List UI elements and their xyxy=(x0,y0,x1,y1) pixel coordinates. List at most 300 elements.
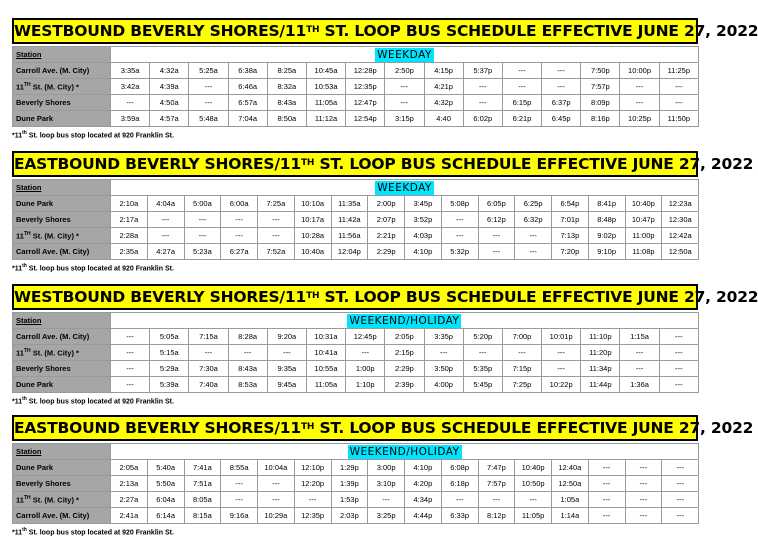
time-cell: 8:16p xyxy=(581,111,620,127)
time-cell: 5:45p xyxy=(463,377,502,393)
station-name xyxy=(13,345,111,361)
time-cell: --- xyxy=(542,345,581,361)
station-name-superscript: TH xyxy=(23,81,31,88)
time-cell: 5:15a xyxy=(150,345,189,361)
footnote xyxy=(12,394,698,404)
footnote-text: St. loop bus stop located at 920 Franklin St. xyxy=(26,265,174,273)
time-cell: --- xyxy=(659,361,698,377)
time-cell: 11:08p xyxy=(625,244,662,260)
time-cell: 12:40a xyxy=(552,460,589,476)
time-cell: 11:50p xyxy=(659,111,698,127)
time-cell: 6:14a xyxy=(147,508,184,524)
time-cell: 9:20a xyxy=(267,329,306,345)
station-name: Beverly Shores xyxy=(13,361,111,377)
time-cell: 2:50p xyxy=(385,63,424,79)
time-cell: 4:21p xyxy=(424,79,463,95)
time-cell: 8:41p xyxy=(588,196,625,212)
time-cell: 1:39p xyxy=(331,476,368,492)
time-cell: 3:42a xyxy=(111,79,150,95)
table-row xyxy=(13,377,699,393)
time-cell: 2:39p xyxy=(385,377,424,393)
time-cell: 11:05a xyxy=(306,95,345,111)
time-cell: 6:57a xyxy=(228,95,267,111)
time-cell: 6:04a xyxy=(147,492,184,508)
header-row xyxy=(13,47,699,63)
time-cell: 10:17a xyxy=(294,212,331,228)
time-cell: 5:40a xyxy=(147,460,184,476)
time-cell: --- xyxy=(515,492,552,508)
time-cell: 3:00p xyxy=(368,460,405,476)
day-type-label: WEEKDAY xyxy=(377,48,432,61)
time-cell: 6:46a xyxy=(228,79,267,95)
table-row xyxy=(13,196,699,212)
time-cell: 7:04a xyxy=(228,111,267,127)
time-cell: 5:32p xyxy=(441,244,478,260)
time-cell: --- xyxy=(221,212,258,228)
time-cell: 4:10p xyxy=(405,244,442,260)
station-name xyxy=(13,492,111,508)
time-cell: 10:41a xyxy=(306,345,345,361)
station-name: Beverly Shores xyxy=(13,212,111,228)
day-type-cell xyxy=(111,444,699,460)
time-cell: --- xyxy=(515,228,552,244)
time-cell: 8:55a xyxy=(221,460,258,476)
time-cell: 3:59a xyxy=(111,111,150,127)
time-cell: 1:14a xyxy=(552,508,589,524)
time-cell: 6:18p xyxy=(441,476,478,492)
station-header: Station xyxy=(13,313,111,329)
time-cell: --- xyxy=(620,79,659,95)
time-cell: 2:15p xyxy=(385,345,424,361)
time-cell: --- xyxy=(659,377,698,393)
time-cell: 5:08p xyxy=(441,196,478,212)
time-cell: 8:09p xyxy=(581,95,620,111)
time-cell: 7:20p xyxy=(552,244,589,260)
time-cell: --- xyxy=(620,361,659,377)
schedule-title xyxy=(12,415,754,441)
time-cell: 12:54p xyxy=(346,111,385,127)
time-cell: 6:27a xyxy=(221,244,258,260)
station-name-part: St. (M. City) * xyxy=(30,495,79,505)
time-cell: 5:37p xyxy=(463,63,502,79)
time-cell: 4:32a xyxy=(150,63,189,79)
time-cell: 6:45p xyxy=(542,111,581,127)
time-cell: 9:35a xyxy=(267,361,306,377)
station-name-part: St. (M. City) * xyxy=(30,231,79,241)
station-name xyxy=(13,228,111,244)
station-name: Carroll Ave. (M. City) xyxy=(13,508,111,524)
time-cell: --- xyxy=(267,345,306,361)
time-cell: 8:43a xyxy=(228,361,267,377)
time-cell: 6:33p xyxy=(441,508,478,524)
time-cell: 11:42a xyxy=(331,212,368,228)
time-cell: 12:50a xyxy=(552,476,589,492)
time-cell: 8:12p xyxy=(478,508,515,524)
table-row xyxy=(13,63,699,79)
time-cell: 11:44p xyxy=(581,377,620,393)
day-type-cell xyxy=(111,47,699,63)
time-cell: 2:29p xyxy=(385,361,424,377)
time-cell: 12:10p xyxy=(294,460,331,476)
footnote-text: *11 xyxy=(12,398,23,406)
time-cell: 7:13p xyxy=(552,228,589,244)
time-cell: --- xyxy=(424,345,463,361)
schedule-title xyxy=(12,284,758,310)
time-cell: 7:47p xyxy=(478,460,515,476)
footnote xyxy=(12,525,698,535)
time-cell: 1:15a xyxy=(620,329,659,345)
day-type-cell xyxy=(111,180,699,196)
time-cell: --- xyxy=(221,228,258,244)
time-cell: 2:29p xyxy=(368,244,405,260)
time-cell: --- xyxy=(258,228,295,244)
time-cell: 4:50a xyxy=(150,95,189,111)
day-type-cell xyxy=(111,313,699,329)
time-cell: --- xyxy=(385,79,424,95)
title-text: WESTBOUND BEVERLY SHORES/11 xyxy=(14,22,307,40)
station-name-superscript: TH xyxy=(23,347,31,354)
table-row xyxy=(13,508,699,524)
station-name: Dune Park xyxy=(13,111,111,127)
time-cell: 6:05p xyxy=(478,196,515,212)
time-cell: 8:15a xyxy=(184,508,221,524)
time-cell: --- xyxy=(662,460,699,476)
time-cell: 8:25a xyxy=(267,63,306,79)
time-cell: --- xyxy=(189,95,228,111)
footnote-text: *11 xyxy=(12,132,23,140)
station-name: Dune Park xyxy=(13,460,111,476)
time-cell: --- xyxy=(515,244,552,260)
time-cell: --- xyxy=(625,508,662,524)
time-cell: 9:45a xyxy=(267,377,306,393)
time-cell: 4:00p xyxy=(424,377,463,393)
time-cell: 1:53p xyxy=(331,492,368,508)
schedule-table xyxy=(12,46,699,127)
time-cell: 1:00p xyxy=(346,361,385,377)
time-cell: --- xyxy=(441,492,478,508)
time-cell: 2:10a xyxy=(111,196,148,212)
station-header: Station xyxy=(13,180,111,196)
time-cell: 10:00p xyxy=(620,63,659,79)
time-cell: 9:02p xyxy=(588,228,625,244)
station-name: Dune Park xyxy=(13,377,111,393)
time-cell: 4:10p xyxy=(405,460,442,476)
time-cell: --- xyxy=(542,79,581,95)
time-cell: --- xyxy=(258,212,295,228)
time-cell: 9:10p xyxy=(588,244,625,260)
time-cell: 11:35a xyxy=(331,196,368,212)
time-cell: --- xyxy=(189,79,228,95)
time-cell: 8:05a xyxy=(184,492,221,508)
title-text-rest: ST. LOOP BUS SCHEDULE EFFECTIVE JUNE 27, 2022 xyxy=(314,155,754,173)
table-row xyxy=(13,111,699,127)
time-cell: 7:00p xyxy=(502,329,541,345)
time-cell: 12:20p xyxy=(294,476,331,492)
time-cell: 10:29a xyxy=(258,508,295,524)
time-cell: 12:04p xyxy=(331,244,368,260)
time-cell: 2:17a xyxy=(111,212,148,228)
time-cell: 12:35p xyxy=(346,79,385,95)
time-cell: --- xyxy=(662,476,699,492)
time-cell: --- xyxy=(588,460,625,476)
time-cell: 10:50p xyxy=(515,476,552,492)
time-cell: --- xyxy=(147,228,184,244)
time-cell: --- xyxy=(659,79,698,95)
title-text: EASTBOUND BEVERLY SHORES/11 xyxy=(14,155,301,173)
time-cell: 7:51a xyxy=(184,476,221,492)
time-cell: --- xyxy=(620,345,659,361)
time-cell: 3:52p xyxy=(405,212,442,228)
time-cell: 8:43a xyxy=(267,95,306,111)
time-cell: 11:00p xyxy=(625,228,662,244)
title-superscript: TH xyxy=(300,158,315,168)
title-text-rest: ST. LOOP BUS SCHEDULE EFFECTIVE JUNE 27, 2022 xyxy=(319,22,758,40)
time-cell: --- xyxy=(502,63,541,79)
station-name: Beverly Shores xyxy=(13,476,111,492)
station-name-part: St. (M. City) * xyxy=(30,348,79,358)
time-cell: --- xyxy=(659,95,698,111)
time-cell: 9:16a xyxy=(221,508,258,524)
schedule-block xyxy=(12,415,754,537)
time-cell: 12:42a xyxy=(662,228,699,244)
time-cell: 10:40p xyxy=(515,460,552,476)
station-name-superscript: TH xyxy=(23,494,31,501)
time-cell: --- xyxy=(111,95,150,111)
title-superscript: TH xyxy=(300,422,315,432)
time-cell: --- xyxy=(258,492,295,508)
time-cell: 4:39a xyxy=(150,79,189,95)
time-cell: 3:45p xyxy=(405,196,442,212)
time-cell: 10:22p xyxy=(542,377,581,393)
time-cell: 10:04a xyxy=(258,460,295,476)
time-cell: --- xyxy=(625,492,662,508)
station-header: Station xyxy=(13,47,111,63)
table-row xyxy=(13,212,699,228)
table-row xyxy=(13,79,699,95)
station-name: Dune Park xyxy=(13,196,111,212)
schedule-title xyxy=(12,18,758,44)
day-type-label: WEEKEND/HOLIDAY xyxy=(349,314,460,327)
time-cell: 3:25p xyxy=(368,508,405,524)
time-cell: 11:34p xyxy=(581,361,620,377)
station-name-part: St. (M. City) * xyxy=(30,82,79,92)
time-cell: 5:35p xyxy=(463,361,502,377)
time-cell: 10:28a xyxy=(294,228,331,244)
time-cell: 4:32p xyxy=(424,95,463,111)
time-cell: --- xyxy=(659,329,698,345)
title-text: WESTBOUND BEVERLY SHORES/11 xyxy=(14,288,307,306)
station-name: Carroll Ave. (M. City) xyxy=(13,63,111,79)
time-cell: 7:40a xyxy=(189,377,228,393)
time-cell: --- xyxy=(502,345,541,361)
time-cell: 7:30a xyxy=(189,361,228,377)
time-cell: 3:15p xyxy=(385,111,424,127)
time-cell: 8:28a xyxy=(228,329,267,345)
footnote-superscript: th xyxy=(22,263,27,269)
table-row xyxy=(13,345,699,361)
time-cell: 6:32p xyxy=(515,212,552,228)
time-cell: 6:54p xyxy=(552,196,589,212)
time-cell: 1:10p xyxy=(346,377,385,393)
time-cell: 11:12a xyxy=(306,111,345,127)
footnote-text: *11 xyxy=(12,529,23,537)
schedule-title xyxy=(12,151,754,177)
time-cell: --- xyxy=(147,212,184,228)
time-cell: 6:21p xyxy=(502,111,541,127)
station-name-part: 11 xyxy=(16,82,24,92)
day-type-label: WEEKDAY xyxy=(377,181,432,194)
time-cell: 2:05a xyxy=(111,460,148,476)
time-cell: 8:48p xyxy=(588,212,625,228)
time-cell: 4:03p xyxy=(405,228,442,244)
table-row xyxy=(13,361,699,377)
time-cell: 7:25a xyxy=(258,196,295,212)
table-row xyxy=(13,492,699,508)
time-cell: 7:57p xyxy=(478,476,515,492)
time-cell: 2:27a xyxy=(111,492,148,508)
time-cell: 4:20p xyxy=(405,476,442,492)
time-cell: 7:01p xyxy=(552,212,589,228)
time-cell: 2:35a xyxy=(111,244,148,260)
time-cell: 6:37p xyxy=(542,95,581,111)
time-cell: 12:28p xyxy=(346,63,385,79)
time-cell: 2:05p xyxy=(385,329,424,345)
time-cell: --- xyxy=(542,63,581,79)
table-row xyxy=(13,228,699,244)
time-cell: --- xyxy=(111,345,150,361)
time-cell: 12:47p xyxy=(346,95,385,111)
time-cell: 5:05a xyxy=(150,329,189,345)
time-cell: 12:35p xyxy=(294,508,331,524)
time-cell: 12:45p xyxy=(346,329,385,345)
time-cell: 7:52a xyxy=(258,244,295,260)
footnote-text: St. loop bus stop located at 920 Franklin St. xyxy=(26,529,174,537)
station-header: Station xyxy=(13,444,111,460)
time-cell: 8:50a xyxy=(267,111,306,127)
time-cell: 11:10p xyxy=(581,329,620,345)
time-cell: 10:55a xyxy=(306,361,345,377)
time-cell: --- xyxy=(588,476,625,492)
title-superscript: TH xyxy=(306,25,320,35)
table-row xyxy=(13,244,699,260)
time-cell: 2:00p xyxy=(368,196,405,212)
schedule-table xyxy=(12,312,699,393)
station-name xyxy=(13,79,111,95)
time-cell: --- xyxy=(184,228,221,244)
day-type-label: WEEKEND/HOLIDAY xyxy=(349,445,460,458)
schedule-block xyxy=(12,18,758,140)
time-cell: --- xyxy=(221,492,258,508)
time-cell: 2:28a xyxy=(111,228,148,244)
title-text-rest: ST. LOOP BUS SCHEDULE EFFECTIVE JUNE 27, 2022 xyxy=(314,419,754,437)
time-cell: 2:07p xyxy=(368,212,405,228)
time-cell: --- xyxy=(184,212,221,228)
footnote-text: *11 xyxy=(12,265,23,273)
time-cell: 5:23a xyxy=(184,244,221,260)
time-cell: 8:32a xyxy=(267,79,306,95)
time-cell: 10:31a xyxy=(306,329,345,345)
footnote-text: St. loop bus stop located at 920 Franklin St. xyxy=(26,398,174,406)
footnote xyxy=(12,128,698,138)
time-cell: 4:40 xyxy=(424,111,463,127)
footnote-text: St. loop bus stop located at 920 Franklin St. xyxy=(26,132,174,140)
time-cell: 6:12p xyxy=(478,212,515,228)
time-cell: 7:50p xyxy=(581,63,620,79)
time-cell: 10:53a xyxy=(306,79,345,95)
time-cell: --- xyxy=(368,492,405,508)
time-cell: 1:36a xyxy=(620,377,659,393)
time-cell: --- xyxy=(588,508,625,524)
time-cell: --- xyxy=(189,345,228,361)
time-cell: --- xyxy=(542,361,581,377)
time-cell: 3:10p xyxy=(368,476,405,492)
time-cell: 10:45a xyxy=(306,63,345,79)
time-cell: 5:25a xyxy=(189,63,228,79)
time-cell: 2:41a xyxy=(111,508,148,524)
title-superscript: TH xyxy=(306,291,320,301)
time-cell: 3:35a xyxy=(111,63,150,79)
time-cell: 2:03p xyxy=(331,508,368,524)
time-cell: 6:25p xyxy=(515,196,552,212)
time-cell: 2:13a xyxy=(111,476,148,492)
time-cell: 4:15p xyxy=(424,63,463,79)
time-cell: 11:25p xyxy=(659,63,698,79)
header-row xyxy=(13,444,699,460)
time-cell: 7:15p xyxy=(502,361,541,377)
time-cell: 4:04a xyxy=(147,196,184,212)
time-cell: 10:25p xyxy=(620,111,659,127)
time-cell: 3:35p xyxy=(424,329,463,345)
table-row xyxy=(13,460,699,476)
time-cell: 7:25p xyxy=(502,377,541,393)
time-cell: 10:01p xyxy=(542,329,581,345)
footnote-superscript: th xyxy=(22,527,27,533)
time-cell: --- xyxy=(463,79,502,95)
time-cell: --- xyxy=(441,228,478,244)
time-cell: 5:39a xyxy=(150,377,189,393)
time-cell: --- xyxy=(221,476,258,492)
time-cell: 7:15a xyxy=(189,329,228,345)
time-cell: 10:10a xyxy=(294,196,331,212)
time-cell: 6:02p xyxy=(463,111,502,127)
time-cell: --- xyxy=(659,345,698,361)
time-cell: --- xyxy=(478,244,515,260)
time-cell: 10:47p xyxy=(625,212,662,228)
time-cell: --- xyxy=(111,329,150,345)
time-cell: --- xyxy=(588,492,625,508)
time-cell: 6:15p xyxy=(502,95,541,111)
time-cell: 4:44p xyxy=(405,508,442,524)
time-cell: 1:29p xyxy=(331,460,368,476)
station-name-superscript: TH xyxy=(23,230,31,237)
time-cell: --- xyxy=(441,212,478,228)
time-cell: 7:57p xyxy=(581,79,620,95)
time-cell: 6:08p xyxy=(441,460,478,476)
time-cell: --- xyxy=(463,345,502,361)
time-cell: 5:48a xyxy=(189,111,228,127)
time-cell: --- xyxy=(625,476,662,492)
station-name-part: 11 xyxy=(16,231,24,241)
schedule-block xyxy=(12,284,758,406)
header-row xyxy=(13,313,699,329)
time-cell: 3:50p xyxy=(424,361,463,377)
time-cell: --- xyxy=(294,492,331,508)
time-cell: --- xyxy=(478,492,515,508)
time-cell: 4:27a xyxy=(147,244,184,260)
time-cell: 4:34p xyxy=(405,492,442,508)
time-cell: --- xyxy=(662,508,699,524)
time-cell: 11:05a xyxy=(306,377,345,393)
